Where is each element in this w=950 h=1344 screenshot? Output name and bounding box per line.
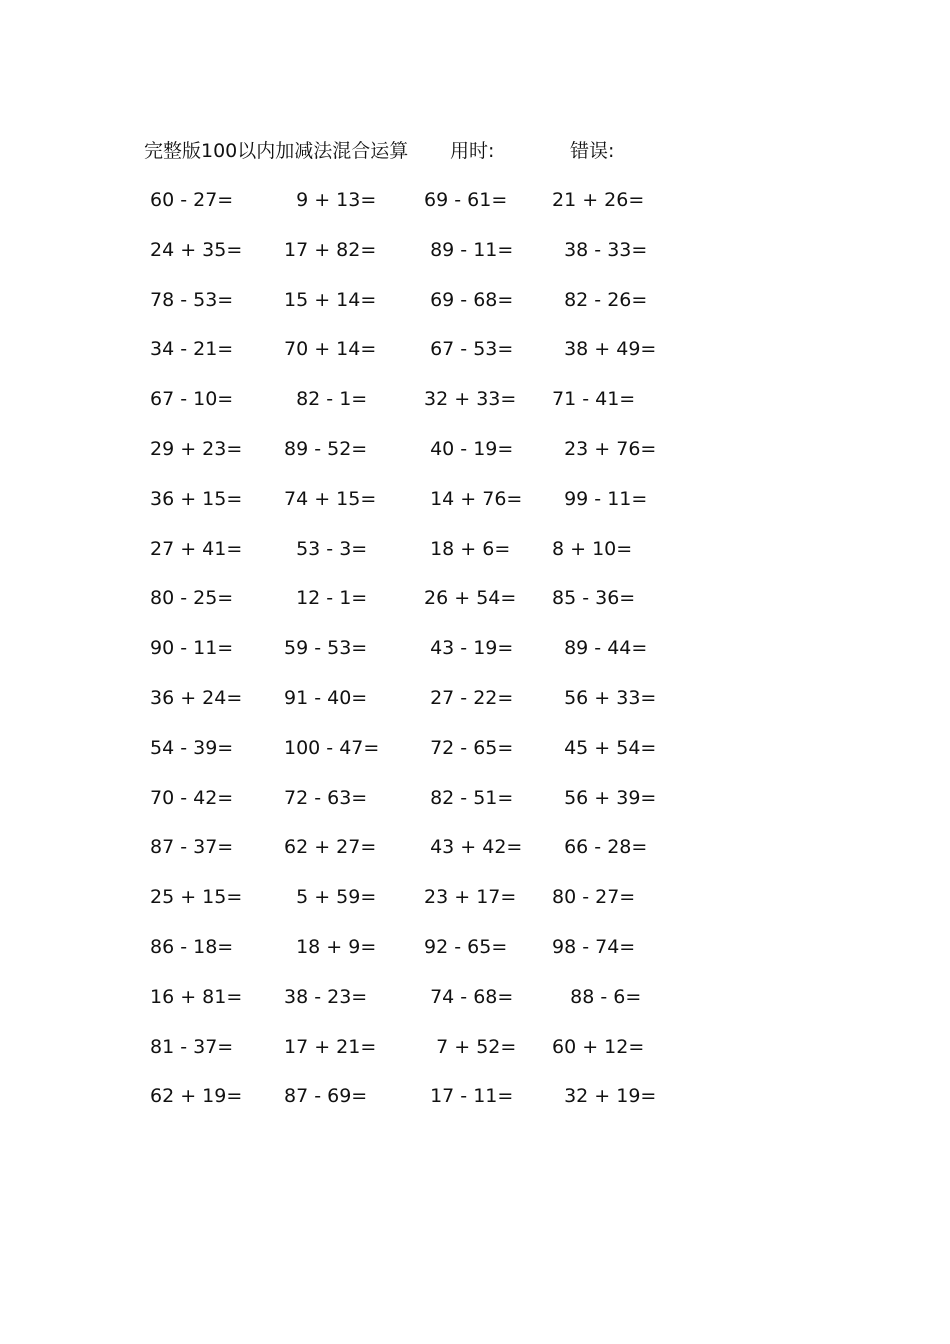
arithmetic-problem: 74 - 68= <box>418 985 514 1008</box>
arithmetic-problem: 17 - 11= <box>418 1085 514 1108</box>
arithmetic-problem: 60 - 27= <box>150 189 234 211</box>
arithmetic-problem: 27 + 41= <box>150 537 243 560</box>
arithmetic-problem: 59 - 53= <box>284 637 368 660</box>
arithmetic-problem: 17 + 82= <box>284 238 377 261</box>
problem-row <box>150 479 670 529</box>
arithmetic-problem: 43 - 19= <box>418 637 514 660</box>
problem-row <box>150 529 670 579</box>
arithmetic-problem: 53 - 3= <box>284 537 368 560</box>
arithmetic-problem: 100 - 47= <box>284 736 380 759</box>
arithmetic-problem: 62 + 27= <box>284 836 377 859</box>
arithmetic-problem: 40 - 19= <box>418 437 514 460</box>
problem-row <box>150 578 670 628</box>
arithmetic-problem: 99 - 11= <box>552 487 648 510</box>
arithmetic-problem: 87 - 69= <box>284 1085 368 1108</box>
arithmetic-problem: 21 + 26= <box>552 189 645 211</box>
arithmetic-problem: 38 - 33= <box>552 238 648 261</box>
problem-row <box>150 180 670 230</box>
problem-row <box>150 280 670 330</box>
arithmetic-problem: 25 + 15= <box>150 886 243 909</box>
arithmetic-problem: 36 + 15= <box>150 487 243 510</box>
arithmetic-problem: 70 - 42= <box>150 786 234 809</box>
arithmetic-problem: 34 - 21= <box>150 338 234 361</box>
error-count-label: 错误: <box>570 140 615 162</box>
arithmetic-problem: 74 + 15= <box>284 487 377 510</box>
arithmetic-problem: 80 - 27= <box>552 886 636 909</box>
arithmetic-problem: 69 - 61= <box>418 189 508 211</box>
arithmetic-problem: 8 + 10= <box>552 537 633 560</box>
arithmetic-problem: 17 + 21= <box>284 1035 377 1058</box>
problem-row <box>150 230 670 280</box>
arithmetic-problem: 80 - 25= <box>150 587 234 610</box>
arithmetic-problem: 29 + 23= <box>150 437 243 460</box>
arithmetic-problem: 89 - 11= <box>418 238 514 261</box>
arithmetic-problem: 69 - 68= <box>418 288 514 311</box>
arithmetic-problem: 81 - 37= <box>150 1035 234 1058</box>
arithmetic-problem: 43 + 42= <box>418 836 523 859</box>
problem-row <box>150 977 670 1027</box>
arithmetic-problem: 38 - 23= <box>284 985 368 1008</box>
arithmetic-problem: 90 - 11= <box>150 637 234 660</box>
worksheet-title: 完整版100以内加减法混合运算 <box>144 140 409 162</box>
problem-row <box>150 827 670 877</box>
arithmetic-problem: 23 + 76= <box>552 437 657 460</box>
arithmetic-problem: 15 + 14= <box>284 288 377 311</box>
arithmetic-problem: 62 + 19= <box>150 1085 243 1108</box>
arithmetic-problem: 9 + 13= <box>284 189 377 211</box>
problem-row <box>150 1027 670 1077</box>
arithmetic-problem: 16 + 81= <box>150 985 243 1008</box>
arithmetic-problem: 32 + 33= <box>418 388 517 411</box>
problem-row <box>150 1076 670 1126</box>
arithmetic-problem: 82 - 26= <box>552 288 648 311</box>
arithmetic-problem: 98 - 74= <box>552 935 636 958</box>
arithmetic-problem: 45 + 54= <box>552 736 657 759</box>
arithmetic-problem: 23 + 17= <box>418 886 517 909</box>
problem-row <box>150 429 670 479</box>
arithmetic-problem: 18 + 9= <box>284 935 377 958</box>
arithmetic-problem: 72 - 63= <box>284 786 368 809</box>
arithmetic-problem: 38 + 49= <box>552 338 657 361</box>
arithmetic-problem: 60 + 12= <box>552 1035 645 1058</box>
problem-grid <box>150 180 670 1126</box>
arithmetic-problem: 89 - 52= <box>284 437 368 460</box>
arithmetic-problem: 67 - 10= <box>150 388 234 411</box>
arithmetic-problem: 27 - 22= <box>418 686 514 709</box>
problem-row <box>150 379 670 429</box>
arithmetic-problem: 56 + 39= <box>552 786 657 809</box>
time-used-label: 用时: <box>450 140 495 162</box>
arithmetic-problem: 5 + 59= <box>284 886 377 909</box>
problem-row <box>150 628 670 678</box>
arithmetic-problem: 70 + 14= <box>284 338 377 361</box>
arithmetic-problem: 54 - 39= <box>150 736 234 759</box>
arithmetic-problem: 85 - 36= <box>552 587 636 610</box>
problem-row <box>150 927 670 977</box>
arithmetic-problem: 87 - 37= <box>150 836 234 859</box>
arithmetic-problem: 18 + 6= <box>418 537 511 560</box>
problem-row <box>150 329 670 379</box>
arithmetic-problem: 71 - 41= <box>552 388 636 411</box>
arithmetic-problem: 24 + 35= <box>150 238 243 261</box>
arithmetic-problem: 14 + 76= <box>418 487 523 510</box>
arithmetic-problem: 7 + 52= <box>418 1035 517 1058</box>
problem-row <box>150 778 670 828</box>
arithmetic-problem: 36 + 24= <box>150 686 243 709</box>
problem-row <box>150 877 670 927</box>
arithmetic-problem: 78 - 53= <box>150 288 234 311</box>
arithmetic-problem: 92 - 65= <box>418 935 508 958</box>
arithmetic-problem: 56 + 33= <box>552 686 657 709</box>
arithmetic-problem: 88 - 6= <box>552 985 642 1008</box>
arithmetic-problem: 86 - 18= <box>150 935 234 958</box>
arithmetic-problem: 89 - 44= <box>552 637 648 660</box>
problem-row <box>150 728 670 778</box>
arithmetic-problem: 12 - 1= <box>284 587 368 610</box>
arithmetic-problem: 26 + 54= <box>418 587 517 610</box>
arithmetic-problem: 82 - 1= <box>284 388 368 411</box>
arithmetic-problem: 72 - 65= <box>418 736 514 759</box>
arithmetic-problem: 67 - 53= <box>418 338 514 361</box>
arithmetic-problem: 66 - 28= <box>552 836 648 859</box>
arithmetic-problem: 32 + 19= <box>552 1085 657 1108</box>
problem-row <box>150 678 670 728</box>
arithmetic-problem: 91 - 40= <box>284 686 368 709</box>
worksheet-header <box>144 137 664 165</box>
arithmetic-problem: 82 - 51= <box>418 786 514 809</box>
